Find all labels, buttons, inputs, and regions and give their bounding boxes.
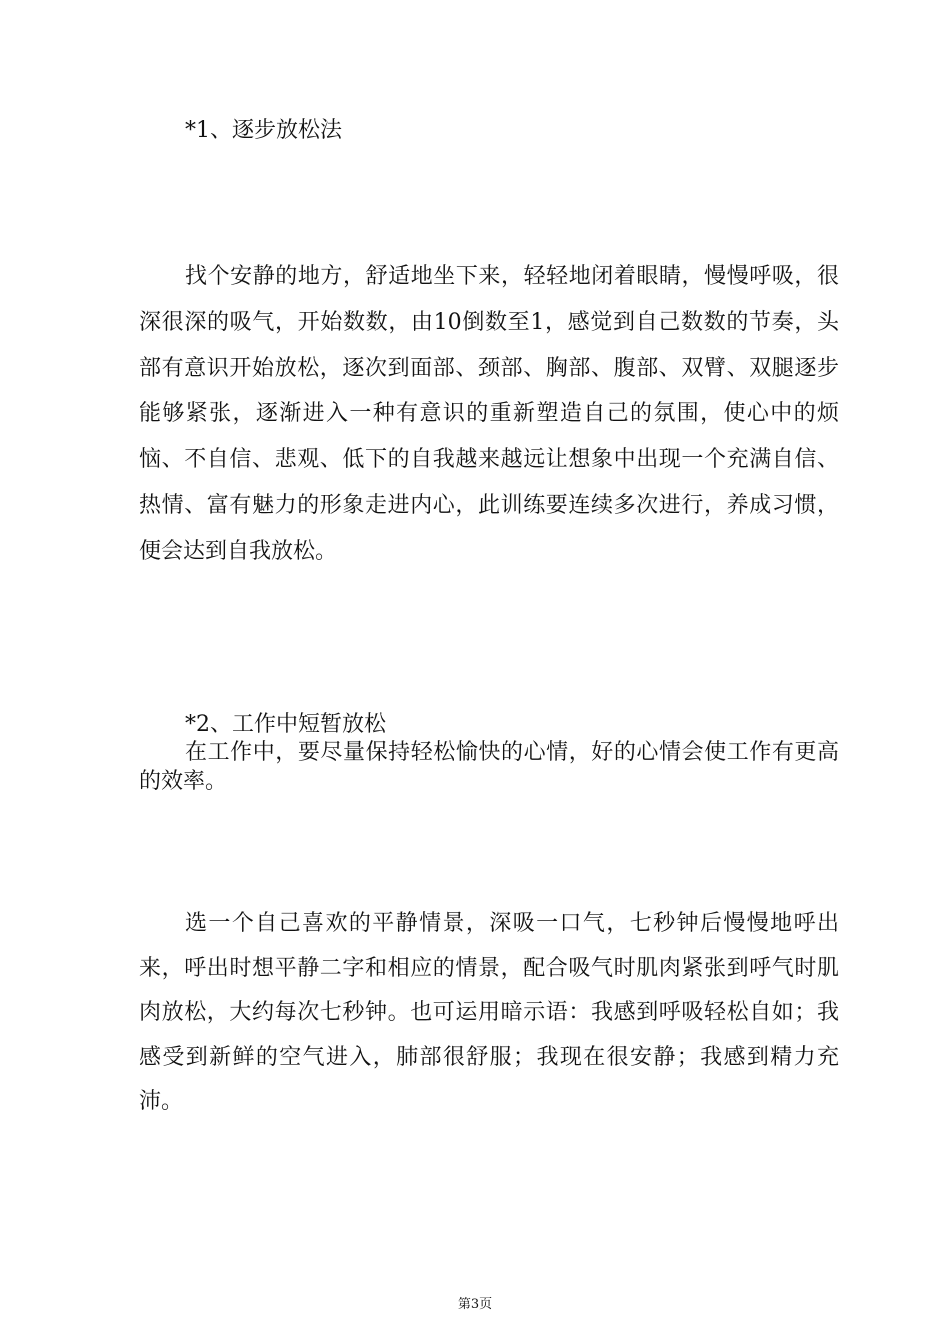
section-1-paragraph: 找个安静的地方，舒适地坐下来，轻轻地闭着眼睛，慢慢呼吸，很深很深的吸气，开始数数，由10倒数至1，感觉到自己数数的节奏，头部有意识开始放松，逐次到面部、颈部、胸部、腹部、双臂、双腿逐步能够紧张，逐渐进入一种有意识的重新塑造自己的氛围，使心中的烦恼、不自信、悲观、低下的自我越来越远让想象中出现一个充满自信、热情、富有魅力的形象走进内心，此训练要连续多次进行，养成习惯，便会达到自我放松。 [139, 264, 839, 564]
section-2-paragraph-2: 选一个自己喜欢的平静情景，深吸一口气，七秒钟后慢慢地呼出来，呼出时想平静二字和相应的情景，配合吸气时肌肉紧张到呼气时肌肉放松，大约每次七秒钟。也可运用暗示语：我感到呼吸轻松自如；我感受到新鲜的空气进入，肺部很舒服；我现在很安静；我感到精力充沛。 [139, 911, 839, 1114]
section-1-heading: *1、逐步放松法 [185, 118, 342, 143]
page-number: 第3页 [457, 1297, 493, 1312]
section-2-paragraph-1: 在工作中，要尽量保持轻松愉快的心情，好的心情会使工作有更高的效率。 [139, 740, 839, 794]
section-2-heading: *2、工作中短暂放松 [185, 712, 386, 737]
